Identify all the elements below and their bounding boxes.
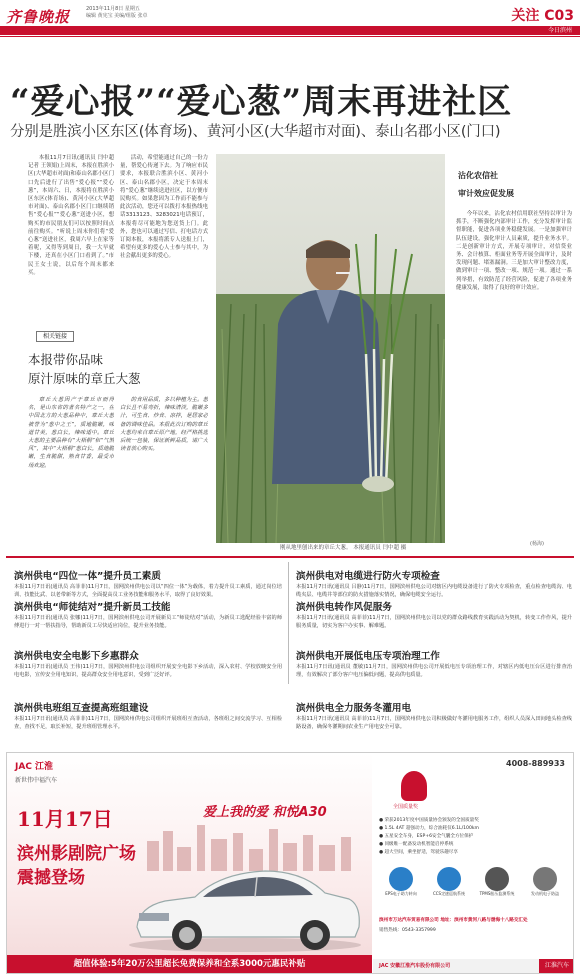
award-badge-icon xyxy=(401,771,427,801)
header-divider xyxy=(0,36,580,37)
page-number: C03 xyxy=(544,8,574,24)
region-tag: 今日滨州 xyxy=(547,27,572,34)
photo-caption: 刚从地里刨出来的章丘大葱。 本报通讯员 闫中超 摄 xyxy=(280,545,407,551)
news-title: 滨州供电“师徒结对”提升新员工技能 xyxy=(14,602,171,613)
sidebar-paragraph: 的食用品质，多以种植为主。葱白长且不易弯折，辣味清淡，脆嫩多汁，可生食、炒食、凉拌，是居家必备的调味佳品。本报此次订购的章丘大葱均来自章丘原产地，经严格挑选后统一包装，保证新鲜品质，请广大读者放心购买。 xyxy=(120,397,208,453)
news-title: 滨州供电“四位一体”提升员工素质 xyxy=(14,571,161,582)
car-image xyxy=(125,857,365,953)
news-column-divider xyxy=(288,562,289,684)
news-title: 滨州供电班组互查提高班组建设 xyxy=(14,703,149,714)
news-body: 本报11月7日讯(通讯员 高菲菲)11月7日，国网滨州供电公司积极做好冬灌用电服务工作，组织人员深入田间地头检查线路设备，确保冬灌期间农业生产用电安全可靠。 xyxy=(296,716,572,731)
article-column-2 xyxy=(120,154,208,326)
ad-slogan: 爱上我的爱 和悦A30 xyxy=(203,805,327,820)
ad-feature-item: ● 1.5L 4AT 超强动力，综合油耗仅6.1L/100km xyxy=(379,826,480,831)
ad-dealer-address: 滨州市万达汽车贸易有限公司 地址：滨州市黄河八路与渤海十八路交汇处 xyxy=(379,918,528,923)
news-body: 本报11月7日讯(通讯员 高菲菲)11月7日，国网滨州供电公司以“四位一体”为载体，着力提升员工素质，通过岗位培训、技能比武、以老带新等方式，全面提高员工业务技能和服务水平，取得了良好效果。 xyxy=(14,584,282,599)
issue-editors: 编辑 黄宪宝 美编/组版 张卓 xyxy=(86,13,148,19)
sidebar-column-1 xyxy=(28,396,114,544)
ad-feature-item: ● 超大空间，乘坐舒适，驾驶乐趣尽享 xyxy=(379,850,458,855)
ad-info-panel xyxy=(373,753,574,973)
car-advertisement xyxy=(6,752,574,974)
sidebar-column-2 xyxy=(120,396,208,544)
ad-footer-brand: JAC 安徽江淮汽车股份有限公司 xyxy=(379,963,451,969)
eps-icon xyxy=(389,867,413,891)
related-links-label: 相关链接 xyxy=(36,331,74,342)
immobilizer-label: 发动机电子防盗 xyxy=(531,891,559,896)
sidebar-paragraph: 章丘大葱因产于章丘市而得名，是山东省的著名特产之一，在中国北方的大葱品种中，章丘大葱被誉为“葱中之王”，质地脆嫩，味道甘美，葱白长，辣味适中。章丘大葱的主要品种有“大梧桐”和“气煞风”，其中“大梧桐”葱白长，质地脆嫩，生食脆甜，熟食甘香，最受市场欢迎。 xyxy=(28,397,114,469)
issue-meta xyxy=(86,6,147,20)
news-body: 本报11月7日讯(通讯员 高菲菲)11月7日，国网滨州供电公司组织开展班组互查活动，各班组之间交流学习、互相检查，查找不足，取长补短，提升班组管理水平。 xyxy=(14,716,282,731)
ad-hotline: 4008-889933 xyxy=(506,759,565,768)
news-title: 滨州供电对电缆进行防火专项检查 xyxy=(296,571,440,582)
farmer-photo xyxy=(216,154,445,543)
right-article-subtitle: 审计效应促发展 xyxy=(458,189,514,198)
immobilizer-badge xyxy=(525,867,565,897)
news-body: 本报11月7日讯(通讯员 王伟)11月7日，国网滨州供电公司组织开展安全电影下乡活动，深入农村、学校放映安全用电电影，宣传安全用电知识，提高群众安全用电意识，受到广泛好评。 xyxy=(14,664,282,679)
right-article-paragraph: 今年以来，沾化农村信用联社坚持以审计为抓手，不断强化内部审计工作，充分发挥审计监督职能，促进各项业务稳健发展。一是加强审计队伍建设，强化审计人员素质，提升业务水平。二是创新审计方式，开展专项审计，对信贷业务、会计核算、柜面业务等开展全面审计，及时发现问题、堵塞漏洞。三是加大审计整改力度，做到审计一项、整改一项、规范一项。通过一系列举措，有效防范了经营风险，促进了各项业务健康发展，取得了良好的审计效应。 xyxy=(456,211,572,291)
ad-feature-badges xyxy=(377,867,573,907)
ad-main-panel xyxy=(7,753,372,973)
tire-icon xyxy=(485,867,509,891)
section-header xyxy=(511,5,574,25)
tpms-badge xyxy=(477,867,517,897)
news-body: 本报11月7日讯(通讯员 董敏)11月7日，国网滨州供电公司开展低电压专项治理工作，对辖区内低电压台区进行排查治理，有效解决了部分客户电压偏低问题，提高供电质量。 xyxy=(296,664,572,679)
ad-feature-item: ● 荣获2013年度中国质量协会颁发的全国质量奖 xyxy=(379,818,479,823)
ad-footer xyxy=(373,959,574,973)
news-body: 本报11月7日讯(通讯员 张娜)11月7日，国网滨州供电公司开展新员工“师徒结对”活动，为新员工选配经验丰富的师傅进行一对一帮扶指导，帮助新员工尽快适应岗位，提升业务技能。 xyxy=(14,615,282,630)
issue-date: 2013年11月8日 星期五 xyxy=(86,6,140,12)
section-divider xyxy=(6,556,574,558)
ad-feature-item: ● 同级唯一配备发动机智能启停系统 xyxy=(379,842,454,847)
newspaper-logo: 齐鲁晚报 xyxy=(6,8,71,26)
ad-offer-bar: 超值体验:5年20万公里超长免费保养和全系3000元惠民补贴 xyxy=(7,955,372,973)
ccs-label: CCS定速巡航系统 xyxy=(432,891,466,896)
news-title: 滨州供电转作风促服务 xyxy=(296,602,392,613)
ad-feature-list xyxy=(379,817,571,857)
news-body: 本报11月7日讯(通讯员 高菲菲)11月7日，国网滨州供电公司以党的群众路线教育实践活动为契机，转变工作作风，提升服务质量，切实为客户办实事、解难题。 xyxy=(296,615,572,630)
eps-badge xyxy=(381,867,421,897)
news-title: 滨州供电全力服务冬灌用电 xyxy=(296,703,412,714)
tpms-label: TPMS胎压监测系统 xyxy=(479,891,515,896)
ccs-icon xyxy=(437,867,461,891)
ad-feature-item: ● 五星安全车身，ESP+6安全气囊全方位保护 xyxy=(379,834,474,839)
award-label: 全国质量奖 xyxy=(393,804,419,810)
article-paragraph: 活动，希望能通过自己的一份力量，帮爱心传递下去。为了响应市民要求，本报联合胜滨小区、黄河小区、泰山名郡小区，决定于本周末将“爱心葱”继续送进社区，以方便市民购买。如果您因为工作而不能参与此次活动，您还可以拨打本报热线电话3313123、3283021电话预订，本报将尽可能地为您送货上门。此外，您也可以通过写信、打电话方式订阅本报，本报将派专人送报上门，希望有更多的爱心人士参与其中，为社会献出更多的爱心。 xyxy=(120,155,208,260)
ad-brand-logo: JAC 江淮 xyxy=(15,762,54,772)
key-icon xyxy=(533,867,557,891)
ad-dealer-phone: 销售热线：0543-3357999 xyxy=(379,928,436,933)
ad-dealer: 新世伟中福汽车 xyxy=(15,777,58,784)
farmer-with-scallions-image xyxy=(216,154,445,543)
ad-date: 11月17日 xyxy=(17,807,113,831)
news-title: 滨州供电安全电影下乡惠群众 xyxy=(14,651,139,662)
right-article-title: 沾化农信社 xyxy=(458,171,498,180)
ccs-badge xyxy=(429,867,469,897)
right-article-signoff: (杨海) xyxy=(530,541,544,547)
sidebar-headline-line1: 本报带你品味 xyxy=(28,352,104,367)
sidebar-headline-line2: 原汁原味的章丘大葱 xyxy=(28,371,141,386)
article-column-1 xyxy=(28,154,114,326)
header-bar xyxy=(0,26,580,35)
ad-venue: 滨州影剧院广场 xyxy=(17,844,136,864)
ad-footer-tag: 江淮汽车 xyxy=(539,959,574,973)
article-paragraph: 本报11月7日讯(通讯员 闫中超 记者 王领娟)上周末，本报在胜滨小区(大华超市对面)和泰山名郡小区门口先后进行了出售“爱心报”“爱心葱”，本周六、日，本报将在胜滨小区东区(体育场)、黄河小区(大华超市对面)、泰山名郡小区门口继续销售“爱心报”“爱心葱”送进小区，想购买的市民朋友们可以按照时间点前往购买。“听说上周末你们将“爱心葱”送进社区，我周六早上在家等着呢，又得等到周日，我一大早就下楼，还真在小区门口看到了。”市民王女士说，以后每个周末都来买。 xyxy=(28,155,114,276)
sidebar-headline xyxy=(28,350,218,388)
section-name: 关注 xyxy=(511,8,540,24)
right-article-body xyxy=(456,210,572,538)
news-body: 本报11月7日讯(通讯员 吕静)11月7日，国网滨州供电公司对辖区内电缆设备进行了防火专项检查，重点检查电缆沟、电缆夹层、电缆井等部位的防火措施落实情况，确保电缆安全运行。 xyxy=(296,584,572,599)
headline: “爱心报”“爱心葱”周末再进社区 xyxy=(10,82,513,122)
ad-venue-sub: 震撼登场 xyxy=(17,868,85,888)
eps-label: EPS电子助力转向 xyxy=(385,891,417,896)
news-title: 滨州供电开展低电压专项治理工作 xyxy=(296,651,440,662)
subheadline: 分别是胜滨小区东区(体育场)、黄河小区(大华超市对面)、泰山名郡小区(门口) xyxy=(10,124,501,140)
